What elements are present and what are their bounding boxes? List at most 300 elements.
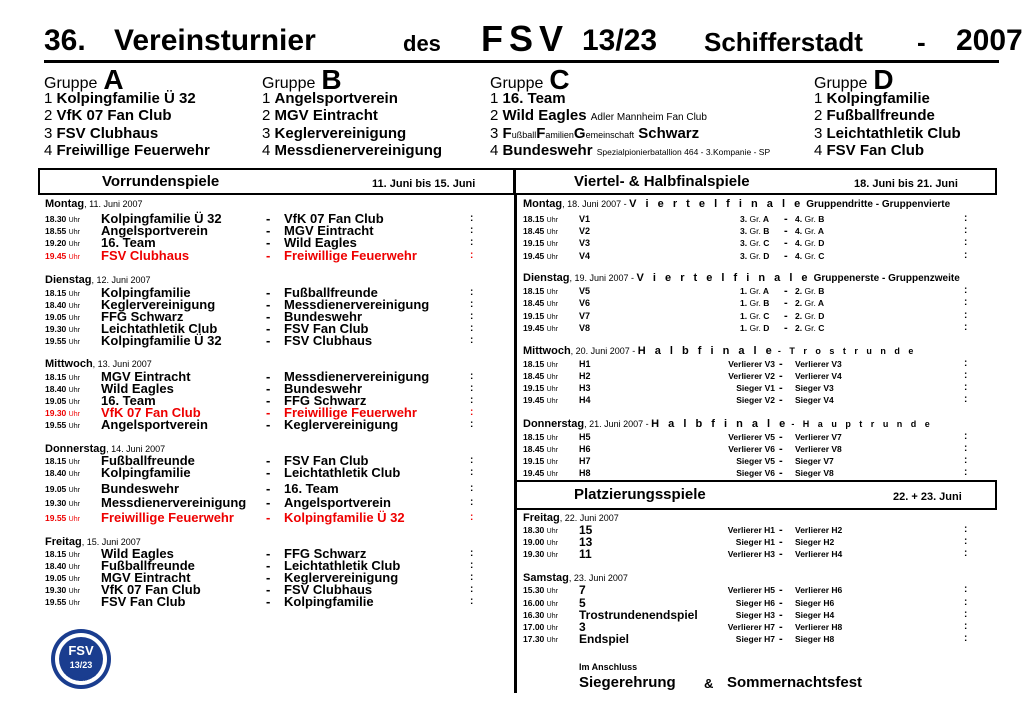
match-code: H2 (579, 371, 591, 381)
day-heading (523, 345, 916, 357)
match-time (45, 512, 80, 526)
uhr-label: Uhr (68, 471, 80, 478)
home-slot (740, 213, 769, 225)
grp: A (817, 226, 824, 236)
result-colon: : (470, 596, 474, 607)
vs-dash: - (779, 370, 783, 382)
gr-label: Gr. (804, 226, 816, 236)
vs-dash: - (779, 431, 783, 443)
rank: 2. (795, 323, 803, 333)
home-slot (740, 285, 769, 297)
uhr-label: Uhr (68, 217, 80, 224)
time: 18.55 (45, 226, 67, 236)
result-colon: : (964, 297, 968, 308)
team-name: Kolpingfamilie (826, 90, 930, 107)
vs-dash: - (266, 333, 271, 348)
time: 18.45 (523, 298, 545, 308)
round-name: H a l b f i n a l e (637, 345, 775, 357)
group-word: Gruppe (262, 75, 316, 92)
group-team (44, 90, 210, 107)
uhr-label: Uhr (546, 601, 558, 608)
uhr-label: Uhr (546, 447, 558, 454)
result-colon: : (964, 322, 968, 333)
home-slot: Verlierer H3 (727, 549, 775, 559)
group-heading (490, 64, 770, 95)
result-colon: : (470, 419, 474, 430)
result-colon: : (964, 213, 968, 224)
placement-title: Platzierungsspiele (574, 486, 706, 503)
result-colon: : (470, 483, 474, 494)
match-row (523, 285, 973, 297)
match-row (523, 467, 973, 479)
result-colon: : (470, 299, 474, 310)
match-row (45, 483, 475, 495)
match-code: H3 (579, 383, 591, 393)
sep: - (621, 199, 630, 209)
vs-dash: - (266, 211, 271, 226)
match-row (45, 467, 475, 479)
away-team: FSV Fan Club (284, 321, 369, 336)
home-team: FFG Schwarz (101, 309, 184, 324)
home-slot: Verlierer V6 (728, 444, 775, 454)
vs-dash: - (266, 393, 271, 408)
uhr-label: Uhr (68, 516, 80, 523)
match-code: H4 (579, 395, 591, 405)
result-colon: : (964, 443, 968, 454)
match-time (523, 548, 558, 562)
vs-dash: - (266, 223, 271, 238)
time: 16.30 (523, 610, 545, 620)
group-word: Gruppe (490, 75, 544, 92)
day-heading (523, 572, 628, 584)
vs-dash: - (266, 481, 271, 496)
away-team: MGV Eintracht (284, 223, 374, 238)
team-rank: 4 (814, 141, 823, 159)
match-time (523, 297, 558, 311)
day-date: , 18. Juni 2007 (562, 199, 622, 209)
day-heading (523, 198, 950, 210)
placement-label: 11 (579, 547, 592, 561)
vs-dash: - (784, 225, 788, 237)
team-rank: 4 (44, 141, 53, 159)
rank: 1. (740, 298, 748, 308)
result-colon: : (470, 455, 474, 466)
vs-dash: - (266, 510, 271, 525)
match-time (45, 237, 80, 251)
home-team: Fußballfreunde (101, 453, 195, 468)
result-colon: : (470, 395, 474, 406)
group-team (814, 125, 961, 142)
result-colon: : (470, 371, 474, 382)
rank: 4. (795, 226, 803, 236)
grp: B (818, 214, 825, 224)
match-time (523, 633, 558, 647)
vs-dash: - (266, 495, 271, 510)
vs-dash: - (784, 213, 788, 225)
time: 19.15 (523, 238, 545, 248)
uhr-label: Uhr (68, 411, 80, 418)
uhr-label: Uhr (68, 501, 80, 508)
group-letter: B (321, 64, 342, 95)
vs-dash: - (266, 309, 271, 324)
day-date: , 20. Juni 2007 (570, 346, 630, 356)
uhr-label: Uhr (546, 289, 558, 296)
result-colon: : (470, 311, 474, 322)
club-number: 13/23 (582, 24, 658, 57)
time: 18.15 (45, 549, 67, 559)
home-slot: Verlierer H7 (727, 622, 775, 632)
away-slot: Sieger H4 (795, 610, 835, 620)
result-colon: : (470, 584, 474, 595)
away-slot: Sieger H2 (795, 537, 835, 547)
time: 18.40 (45, 384, 67, 394)
home-team: FSV Fan Club (101, 594, 186, 609)
result-colon: : (470, 560, 474, 571)
away-team: Leichtathletik Club (284, 465, 401, 480)
result-colon: : (964, 237, 968, 248)
match-row (523, 310, 973, 322)
time: 19.30 (45, 585, 67, 595)
day-date: , 22. Juni 2007 (559, 513, 619, 523)
away-team: Messdienervereinigung (284, 369, 430, 384)
group-d (814, 64, 961, 159)
time: 18.45 (523, 226, 545, 236)
vs-dash: - (266, 405, 271, 420)
away-slot (795, 297, 824, 309)
time: 19.05 (45, 396, 67, 406)
away-slot (795, 250, 824, 262)
ffg-part: emeinschaft (585, 129, 635, 140)
team-name: MGV Eintracht (274, 107, 378, 125)
ffg-part: F (536, 124, 546, 142)
finals-dates: 18. Juni bis 21. Juni (854, 178, 958, 190)
match-row (523, 633, 973, 645)
result-colon: : (470, 497, 474, 508)
group-team (44, 125, 210, 142)
time: 18.40 (45, 468, 67, 478)
rank: 1. (740, 286, 748, 296)
round-name: V i e r t e l f i n a l e (629, 198, 804, 210)
time: 19.30 (45, 498, 67, 508)
vs-dash: - (266, 417, 271, 432)
time: 18.40 (45, 300, 67, 310)
home-slot (740, 322, 769, 334)
grp: C (763, 311, 770, 321)
match-time (523, 250, 558, 264)
logo-number: 13/23 (69, 660, 93, 670)
header-dash: - (917, 27, 926, 57)
away-slot: Verlierer V7 (795, 432, 842, 442)
time: 19.00 (523, 537, 545, 547)
match-time (45, 467, 80, 481)
gr-label: Gr. (804, 286, 816, 296)
match-code: V3 (579, 238, 591, 248)
away-team: VfK 07 Fan Club (284, 211, 384, 226)
day-date: , 19. Juni 2007 (569, 273, 629, 283)
home-team: Keglervereinigung (101, 297, 216, 312)
gr-label: Gr. (804, 238, 816, 248)
team-rank: 2 (814, 107, 823, 125)
uhr-label: Uhr (546, 637, 558, 644)
home-team: MGV Eintracht (101, 369, 191, 384)
grp: C (818, 323, 825, 333)
time: 19.20 (45, 238, 67, 248)
home-slot: Sieger H1 (735, 537, 775, 547)
day-date: , 21. Juni 2007 (584, 419, 644, 429)
result-colon: : (470, 512, 474, 523)
day-date: , 23. Juni 2007 (568, 573, 628, 583)
match-row (523, 237, 973, 249)
finals-header-box (514, 168, 997, 195)
rank: 3. (740, 226, 748, 236)
uhr-label: Uhr (546, 459, 558, 466)
match-row (523, 213, 973, 225)
away-team: Freiwillige Feuerwehr (284, 405, 417, 420)
time: 17.00 (523, 622, 545, 632)
uhr-label: Uhr (68, 588, 80, 595)
home-slot: Sieger V2 (736, 395, 775, 405)
vs-dash: - (266, 321, 271, 336)
team-name: Wild Eagles (502, 107, 587, 125)
grp: D (818, 238, 825, 248)
vs-dash: - (779, 394, 783, 406)
result-colon: : (964, 536, 968, 547)
team-name: Kolpingfamilie Ü 32 (56, 90, 196, 107)
time: 19.45 (45, 251, 67, 261)
group-a (44, 64, 210, 159)
time: 19.45 (523, 323, 545, 333)
match-code: V7 (579, 311, 591, 321)
grp: A (762, 214, 769, 224)
match-row (523, 225, 973, 237)
home-slot: Verlierer V2 (728, 371, 775, 381)
finals-title: Viertel- & Halbfinalspiele (574, 173, 750, 190)
day-name: Montag (45, 198, 85, 210)
team-name: Messdienervereinigung (274, 141, 443, 159)
vs-dash: - (266, 570, 271, 585)
gr-label: Gr. (804, 214, 816, 224)
match-code: H1 (579, 359, 591, 369)
rank: 1. (740, 311, 748, 321)
uhr-label: Uhr (546, 625, 558, 632)
result-colon: : (964, 467, 968, 478)
vs-dash: - (266, 465, 271, 480)
gr-label: Gr. (749, 238, 761, 248)
match-code: V6 (579, 298, 591, 308)
team-rank: 3 (44, 124, 53, 142)
time: 18.45 (523, 371, 545, 381)
home-slot: Sieger H3 (735, 610, 775, 620)
home-team: MGV Eintracht (101, 570, 191, 585)
ceremony-amp: & (704, 676, 714, 691)
placement-dates: 22. + 23. Juni (893, 491, 962, 503)
gr-label: Gr. (804, 298, 816, 308)
uhr-label: Uhr (546, 229, 558, 236)
sep: - (629, 346, 638, 356)
uhr-label: Uhr (68, 229, 80, 236)
grp: D (818, 311, 825, 321)
team-name: Fußballfreunde (826, 107, 935, 125)
match-row (45, 419, 475, 431)
uhr-label: Uhr (68, 487, 80, 494)
result-colon: : (964, 310, 968, 321)
result-colon: : (470, 323, 474, 334)
round-name: V i e r t e l f i n a l e (636, 272, 811, 284)
vorrunde-title: Vorrundenspiele (102, 173, 220, 190)
home-team: Bundeswehr (101, 481, 180, 496)
group-b (262, 64, 442, 159)
time: 19.30 (45, 408, 67, 418)
placement-label: 13 (579, 535, 593, 549)
group-letter: D (873, 64, 894, 95)
match-row (523, 431, 973, 443)
group-team (44, 142, 210, 159)
vs-dash: - (779, 548, 783, 560)
home-team: Angelsportverein (101, 417, 208, 432)
time: 18.45 (523, 444, 545, 454)
match-code: H7 (579, 456, 591, 466)
placement-header-box (514, 480, 997, 510)
match-row (523, 584, 973, 596)
team-rank: 2 (262, 107, 271, 125)
uhr-label: Uhr (546, 386, 558, 393)
vs-dash: - (779, 382, 783, 394)
away-team: FFG Schwarz (284, 393, 367, 408)
team-name: VfK 07 Fan Club (56, 107, 172, 125)
match-code: V5 (579, 286, 591, 296)
team-rank: 1 (814, 90, 823, 107)
away-slot (795, 213, 824, 225)
day-heading (45, 198, 143, 210)
rank: 2. (795, 286, 803, 296)
away-slot: Sieger V7 (795, 456, 834, 466)
day-heading (523, 418, 933, 430)
team-name: Schwarz (638, 124, 700, 142)
uhr-label: Uhr (546, 326, 558, 333)
placement-label: Trostrundenendspiel (579, 608, 698, 622)
vs-dash: - (784, 237, 788, 249)
club-name: FSV (481, 18, 570, 59)
vs-dash: - (779, 609, 783, 621)
round-phase: - T r o s t r u n d e (777, 346, 917, 356)
vs-dash: - (266, 453, 271, 468)
day-heading (523, 512, 619, 524)
vs-dash: - (779, 358, 783, 370)
group-team (814, 90, 961, 107)
grp: B (818, 286, 825, 296)
match-code: V8 (579, 323, 591, 333)
rank: 4. (795, 251, 803, 261)
header-rule (44, 60, 999, 63)
vs-dash: - (779, 455, 783, 467)
home-slot (740, 310, 769, 322)
team-rank: 2 (44, 107, 53, 125)
home-slot (740, 250, 769, 262)
home-team: Kolpingfamilie (101, 465, 191, 480)
rank: 4. (795, 238, 803, 248)
away-team: FSV Clubhaus (284, 333, 373, 348)
team-sub: Spezialpionierbatallion 464 - 3.Kompanie - SP (596, 146, 771, 157)
uhr-label: Uhr (68, 600, 80, 607)
gr-label: Gr. (749, 214, 761, 224)
team-name: Bundeswehr (502, 141, 593, 159)
rank: 3. (740, 251, 748, 261)
uhr-label: Uhr (546, 552, 558, 559)
group-team (490, 90, 770, 107)
group-team (44, 107, 210, 124)
uhr-label: Uhr (68, 339, 80, 346)
club-logo (50, 628, 112, 690)
home-slot: Sieger H6 (735, 598, 775, 608)
time: 18.15 (45, 456, 67, 466)
home-slot: Verlierer V5 (728, 432, 775, 442)
result-colon: : (470, 335, 474, 346)
vs-dash: - (784, 310, 788, 322)
vs-dash: - (779, 621, 783, 633)
day-name: Donnerstag (523, 418, 585, 430)
match-row (45, 596, 475, 608)
home-team: Freiwillige Feuerwehr (101, 510, 234, 525)
vs-dash: - (784, 297, 788, 309)
home-team: VfK 07 Fan Club (101, 405, 201, 420)
day-name: Montag (523, 198, 563, 210)
day-heading (523, 272, 960, 284)
home-team: Leichtathletik Club (101, 321, 218, 336)
vs-dash: - (779, 536, 783, 548)
away-slot (795, 310, 824, 322)
page-header (44, 18, 1023, 59)
result-colon: : (964, 431, 968, 442)
match-code: H6 (579, 444, 591, 454)
match-row (523, 370, 973, 382)
home-slot: Verlierer H1 (727, 525, 775, 535)
uhr-label: Uhr (546, 528, 558, 535)
home-team: 16. Team (101, 235, 156, 250)
match-row (523, 443, 973, 455)
away-team: Leichtathletik Club (284, 558, 401, 573)
uhr-label: Uhr (68, 459, 80, 466)
time: 18.15 (45, 288, 67, 298)
away-slot: Sieger H6 (795, 598, 835, 608)
home-slot (740, 237, 769, 249)
time: 19.05 (45, 484, 67, 494)
group-letter: C (549, 64, 570, 95)
grp: C (818, 251, 825, 261)
round-phase: Gruppendritte - Gruppenvierte (806, 199, 951, 210)
logo-ring-text: SCHIFFERSTADT (61, 669, 101, 684)
uhr-label: Uhr (546, 435, 558, 442)
match-code: H8 (579, 468, 591, 478)
match-time (523, 322, 558, 336)
home-team: 16. Team (101, 393, 156, 408)
time: 19.55 (45, 513, 67, 523)
vs-dash: - (266, 369, 271, 384)
uhr-label: Uhr (68, 241, 80, 248)
uhr-label: Uhr (68, 303, 80, 310)
away-slot: Verlierer H6 (795, 585, 843, 595)
uhr-label: Uhr (546, 301, 558, 308)
team-rank: 3 (262, 124, 271, 142)
home-team: Kolpingfamilie (101, 285, 191, 300)
vorrunde-header-box (38, 168, 515, 195)
time: 19.15 (523, 311, 545, 321)
rank: 1. (740, 323, 748, 333)
away-team: Messdienervereinigung (284, 297, 430, 312)
gr-label: Gr. (804, 323, 816, 333)
team-name: FSV Fan Club (826, 141, 925, 159)
time: 19.45 (523, 251, 545, 261)
team-name: Keglervereinigung (274, 124, 407, 142)
